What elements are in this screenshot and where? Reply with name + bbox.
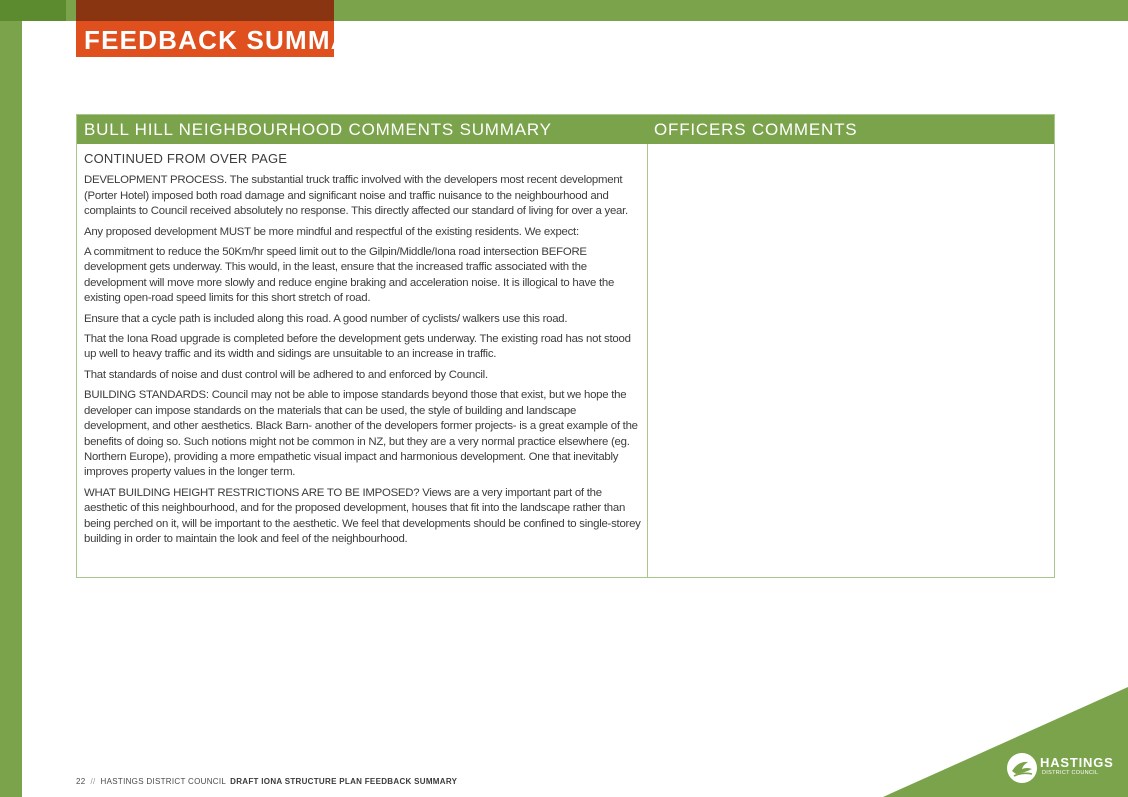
title-tab-shadow [76,0,334,21]
footer-separator: // [90,777,96,786]
page-footer [76,777,457,786]
page-title: FEEDBACK SUMMARY [84,25,389,55]
officers-comments-header: OFFICERS COMMENTS [654,120,858,139]
comment-paragraph: Ensure that a cycle path is included along this road. A good number of cyclists/ walkers use this road. [84,312,568,325]
footer-org: HASTINGS DISTRICT COUNCIL [100,777,227,786]
hastings-logo-icon [1006,752,1038,784]
neighbourhood-comments-header: BULL HILL NEIGHBOURHOOD COMMENTS SUMMARY [84,120,552,139]
logo-subtitle: DISTRICT COUNCIL [1042,770,1099,776]
comment-paragraph: That the Iona Road upgrade is completed before the development gets underway. The existing road has not stood up well to heavy traffic and its width and sidings are unsuitable to an increase in traffic. [84,333,631,361]
top-accent-bar-dark [0,0,66,21]
comment-paragraph: Any proposed development MUST be more mindful and respectful of the existing residents. We expect: [84,225,579,238]
comment-paragraph: WHAT BUILDING HEIGHT RESTRICTIONS ARE TO BE IMPOSED? Views are a very important part of the aesthetic of this neighbourhood, and for the proposed development, houses that fit into the landscape rather than being perched on it, will be important to the aesthetic. We feel that developments should be confined to single-storey building in order to maintain the look and feel of the neighbourhood. [84,486,641,545]
comments-table [76,114,1055,578]
column-divider [647,144,648,577]
hastings-logo [1006,752,1124,784]
comment-paragraph: That standards of noise and dust control will be adhered to and enforced by Council. [84,368,488,381]
left-accent-bar [0,0,22,797]
comment-paragraph: DEVELOPMENT PROCESS. The substantial truck traffic involved with the developers most recent development (Porter Hotel) imposed both road damage and significant noise and traffic nuisance to the neighbourhood and complaints to Council received absolutely no response. This directly affected our standard of living for over a year. [84,174,628,218]
comment-paragraph: BUILDING STANDARDS: Council may not be able to impose standards beyond those that exist, but we hope the developer can impose standards on the materials that can be used, the style of building and landscape development, and other aesthetics. Black Barn- another of the developers former projects- is a great example of the benefits of doing so. Such notions might not be common in NZ, but they are a very normal practice elsewhere (eg. Northern Europe), providing a more empathetic visual impact and harmonious development. One that inevitably improves property values in the longer term. [84,389,638,479]
continued-note: CONTINUED FROM OVER PAGE [84,151,288,166]
neighbourhood-comments-cell [84,151,644,573]
logo-name: HASTINGS [1040,755,1114,770]
officers-comments-cell [654,151,1046,573]
page-number: 22 [76,777,86,786]
comment-paragraph: A commitment to reduce the 50Km/hr speed limit out to the Gilpin/Middle/Iona road intersection BEFORE development gets underway. This would, in the least, ensure that the increased traffic associated with the development will move more slowly and reduce engine braking and acceleration noise. It is illogical to have the existing open-road speed limits for this short stretch of road. [84,246,615,305]
table-header-row [77,115,1054,144]
footer-doc-title: DRAFT IONA STRUCTURE PLAN FEEDBACK SUMMARY [230,777,458,786]
